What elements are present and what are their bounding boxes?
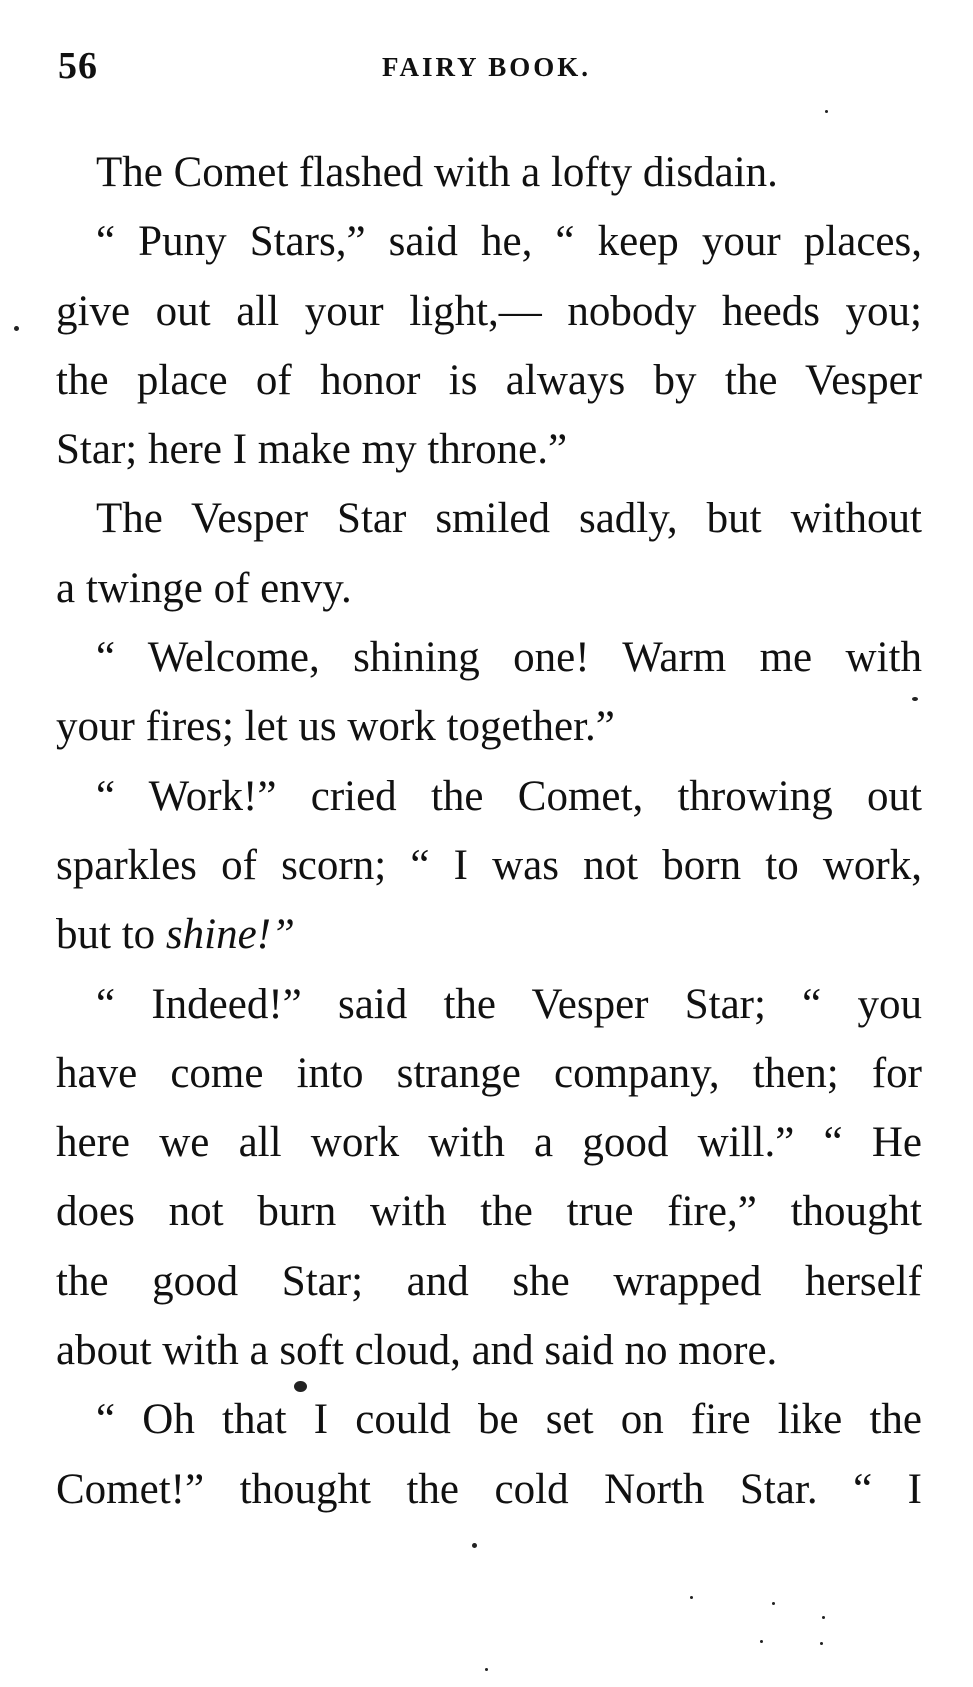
text-line: a twinge of envy.	[56, 564, 352, 612]
text-line: “ Work!” cried the Comet, throwing out	[96, 772, 922, 820]
text-line: “ Oh that I could be set on fire like the	[96, 1396, 922, 1444]
italic-word: shine!”	[165, 911, 295, 959]
text-line	[56, 900, 922, 969]
text-line: “ Puny Stars,” said he, “ keep your places,	[96, 218, 922, 266]
text-line-start: but to	[56, 911, 166, 959]
text-line: Star; here I make my throne.”	[56, 426, 568, 474]
text-line: sparkles of scorn; “ I was not born to work,	[56, 841, 922, 889]
text-line: have come into strange company, then; for	[56, 1049, 922, 1097]
text-line: “ Indeed!” said the Vesper Star; “ you	[96, 980, 922, 1028]
text-line: “ Welcome, shining one! Warm me with	[96, 634, 922, 682]
ink-speck	[912, 697, 918, 701]
ink-speck	[760, 1640, 763, 1643]
ink-speck	[472, 1543, 477, 1548]
body-text	[56, 138, 922, 1524]
text-line: about with a soft cloud, and said no more.	[56, 1327, 778, 1375]
ink-speck	[822, 1616, 825, 1619]
ink-speck	[14, 326, 19, 331]
text-line: give out all your light,— nobody heeds you;	[56, 287, 922, 335]
page-number: 56	[58, 45, 98, 87]
running-title: FAIRY BOOK.	[381, 52, 592, 82]
text-line: The Vesper Star smiled sadly, but without	[96, 495, 922, 543]
ink-speck	[820, 1642, 823, 1645]
text-line: does not burn with the true fire,” thought	[56, 1188, 922, 1236]
ink-speck	[485, 1668, 488, 1671]
ink-speck	[772, 1602, 775, 1605]
text-line: Comet!” thought the cold North Star. “ I	[56, 1465, 922, 1513]
text-line: here we all work with a good will.” “ He	[56, 1119, 922, 1167]
ink-speck	[294, 1381, 307, 1392]
text-line: the place of honor is always by the Vesper	[56, 356, 922, 404]
ink-speck	[690, 1596, 693, 1599]
text-line: The Comet flashed with a lofty disdain.	[96, 149, 778, 196]
text-line: your fires; let us work together.”	[56, 703, 615, 751]
ink-speck	[825, 110, 828, 113]
text-line: the good Star; and she wrapped herself	[56, 1257, 922, 1305]
